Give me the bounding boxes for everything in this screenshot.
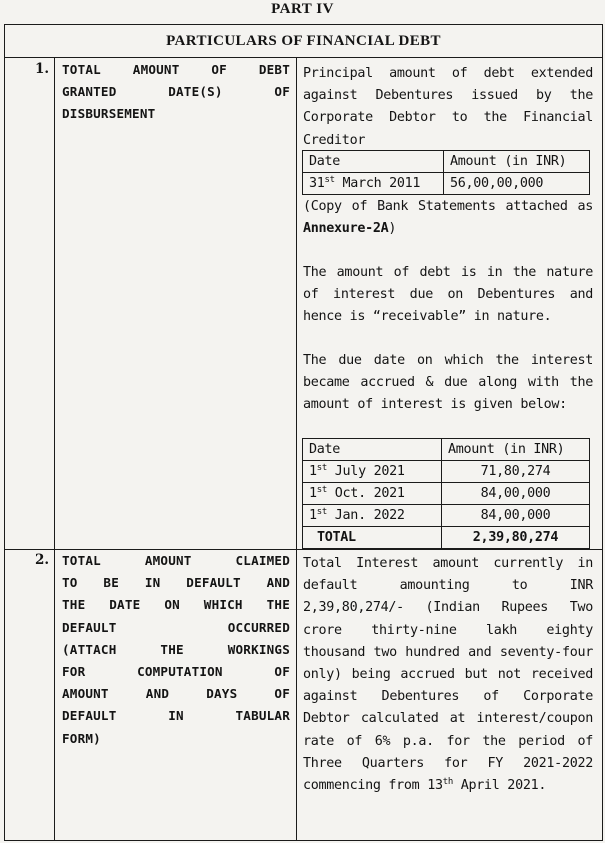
row-1-label-line: TOTAL AMOUNT OF DEBT [62, 62, 290, 77]
interest-table [302, 438, 590, 549]
date-cell [303, 483, 442, 505]
date-rest: Oct. 2021 [327, 486, 405, 501]
column-header-amount: Amount (in INR) [442, 439, 590, 461]
row-2-label [62, 550, 290, 750]
date-day: 31 [309, 176, 325, 191]
row-1-intro: Principal amount of debt extended against Debentures issued by the Corporate Debtor to the Financial Creditor [303, 66, 593, 148]
row-number-1: 1. [35, 61, 50, 77]
financial-debt-table [4, 24, 603, 841]
date-day: 1 [309, 508, 317, 523]
row-2-label-line: DEFAULT IN TABULAR [62, 708, 290, 724]
row-1-label-line: DISBURSEMENT [62, 106, 156, 122]
date-rest: July 2021 [327, 464, 405, 479]
date-day: 1 [309, 486, 317, 501]
amount-cell: 84,00,000 [442, 483, 590, 505]
row-2-label-line: FORM) [62, 730, 101, 746]
row-1-label-line: GRANTED DATE(S) OF [62, 84, 290, 100]
date-cell [303, 505, 442, 527]
annexure-close: ) [388, 221, 397, 237]
column-divider-label [296, 58, 297, 840]
row-1-label [62, 59, 290, 126]
amount-cell: 71,80,274 [442, 461, 590, 483]
row-number-2: 2. [35, 552, 50, 568]
row-2-label-line: FOR COMPUTATION OF [62, 664, 290, 680]
date-suffix: st [324, 175, 335, 185]
table-row [303, 173, 590, 195]
table-row [303, 505, 590, 527]
date-cell [303, 173, 444, 195]
row-2-label-line: AMOUNT AND DAYS OF [62, 686, 290, 702]
row-2-label-line: TOTAL AMOUNT CLAIMED [62, 553, 290, 568]
column-divider-number [54, 58, 55, 840]
annexure-name: Annexure-2A [303, 221, 389, 237]
annexure-text: (Copy of Bank Statements attached as [303, 199, 593, 214]
date-cell [303, 461, 442, 483]
row-2-label-line: (ATTACH THE WORKINGS [62, 641, 290, 657]
table-heading: PARTICULARS OF FINANCIAL DEBT [5, 25, 602, 58]
date-rest: Jan. 2022 [327, 508, 405, 523]
total-amount: 2,39,80,274 [442, 527, 590, 549]
row-2-label-line: TO BE IN DEFAULT AND [62, 575, 290, 591]
table-header-row [303, 151, 590, 173]
table-header-row [303, 439, 590, 461]
date-day: 1 [309, 464, 317, 479]
table-row [303, 461, 590, 483]
claim-text-main: Total Interest amount currently in default amounting to INR 2,39,80,274/- (Indian Rupees Two crore thirty-nine lakh eighty thousand two hundred and seventy-four only) being accrued but not received against Debentures of Corporate Debtor calculated at interest/coupon rate of 6% p.a. for the period of Three Quarters for FY 2021-2022 commencing from 13 [303, 556, 593, 794]
part-title: PART IV [271, 1, 334, 17]
total-label: TOTAL [303, 527, 442, 549]
table-row [303, 483, 590, 505]
row-2-label-line: THE DATE ON WHICH THE [62, 597, 290, 613]
annexure-note [303, 196, 593, 240]
claim-text-end: April 2021. [452, 778, 547, 794]
amount-cell: 56,00,00,000 [444, 173, 590, 195]
due-date-text: The due date on which the interest became accrued & due along with the amount of interest is given below: [303, 353, 593, 413]
claim-text-sup: th [442, 777, 453, 788]
total-row [303, 527, 590, 549]
date-suffix: st [316, 485, 328, 495]
column-header-date: Date [303, 151, 444, 173]
debt-nature-text: The amount of debt is in the nature of interest due on Debentures and hence is “receivable” in nature. [303, 265, 593, 325]
column-header-date: Date [303, 439, 442, 461]
disbursement-table [302, 150, 590, 195]
row-2-claim-text [303, 553, 593, 797]
date-suffix: st [316, 463, 328, 473]
amount-cell: 84,00,000 [442, 505, 590, 527]
column-header-amount: Amount (in INR) [444, 151, 590, 173]
date-rest: March 2011 [334, 176, 421, 191]
date-suffix: st [316, 507, 328, 517]
row-2-label-line: DEFAULT OCCURRED [62, 619, 290, 635]
